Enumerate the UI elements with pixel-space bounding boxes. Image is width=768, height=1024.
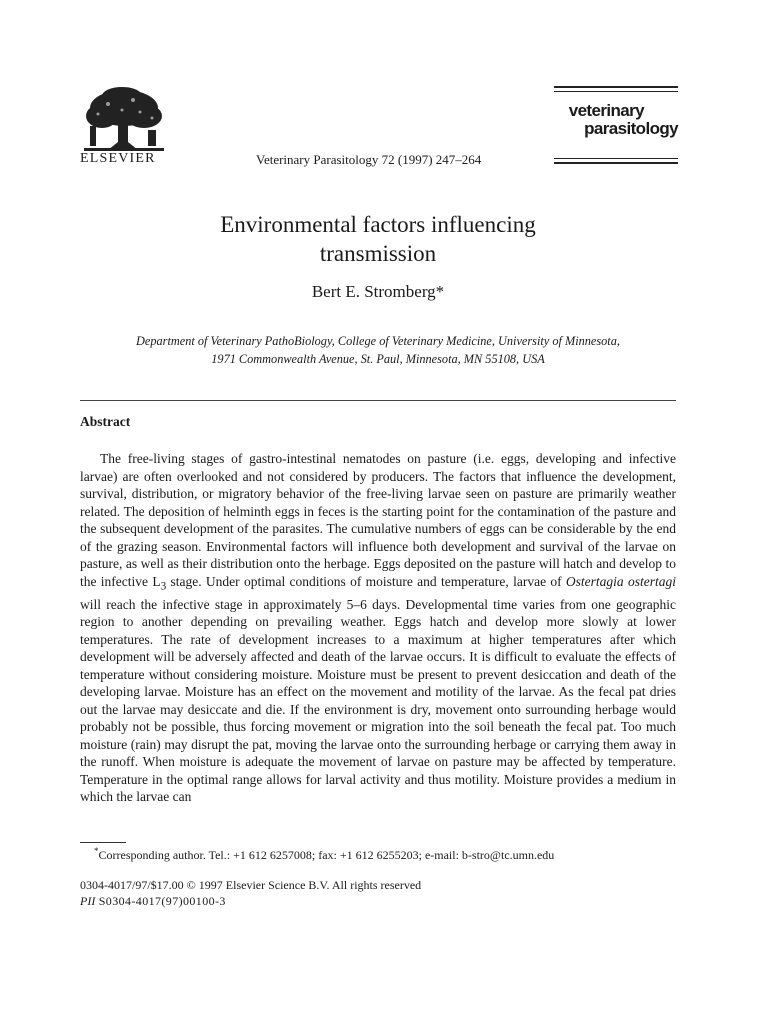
corresponding-author-footnote [94,846,554,863]
logo-rule [554,158,678,159]
abstract-text-part: stage. Under optimal conditions of moisture and temperature, larvae of [166,573,566,589]
journal-citation: Veterinary Parasitology 72 (1997) 247–264 [256,152,482,167]
pii-label: PII [80,894,96,908]
abstract-heading: Abstract [80,414,131,429]
stage-subscript: 3 [160,580,167,593]
author-affiliation [80,332,676,368]
title-line: transmission [319,241,437,266]
author-name: Bert E. Stromberg* [311,282,445,301]
abstract-text-part: will reach the infective stage in approximately 5–6 days. Developmental time varies from one geographic region to another depending on prevailing weather. Eggs hatch and develop more slowly at lower temperatures. The rate of development increases to a maximum at higher temperatures after which development will be adversely affected and death of the larvae occurs. It is difficult to evaluate the effects of temperature without considering moisture. Moisture must be present to prevent desiccation and death of the developing larvae. Moisture has an effect on the movement and motility of the larvae. As the fecal pat dries out the larvae may desiccate and die. If the environment is dry, movement onto surrounding herbage would probably not be possible, thus forcing movement or migration into the soil beneath the fecal pat. Too much moisture (rain) may disrupt the pat, moving the larvae onto the surrounding herbage or carrying them away in the runoff. When moisture is adequate the movement of larvae on pasture may be affected by temperature. Temperature in the optimal range allows for larval activity and thus motility. Moisture provides a medium in which the larvae can [80,596,676,805]
journal-logo-line2: parasitology [584,119,678,138]
logo-rule [554,86,678,88]
footnote-divider [80,842,126,843]
logo-rule [554,91,678,92]
pii-line [80,894,226,909]
footnote-mark: * [94,846,99,856]
section-divider [80,400,676,401]
pii-value: S0304-4017(97)00100-3 [95,894,226,908]
abstract-text-part: The free-living stages of gastro-intestinal nematodes on pasture (i.e. eggs, developing and infective larvae) are often overlooked and not considered by producers. The factors that influence the development, survival, distribution, or migratory behavior of the free-living larvae seen on pasture are primarily weather related. The deposition of helminth eggs in feces is the starting point for the contamination of the pasture and the subsequent development of the parasites. The cumulative numbers of eggs can be considerable by the end of the grazing season. Environmental factors will influence both development and survival of the larvae on pasture, as well as their distribution onto the herbage. Eggs deposited on the pasture will hatch and develop to the infective L [80,451,676,589]
copyright-line: 0304-4017/97/$17.00 © 1997 Elsevier Science B.V. All rights reserved [80,878,422,892]
article-title [80,210,676,268]
abstract-text [80,450,676,806]
affiliation-line: 1971 Commonwealth Avenue, St. Paul, Minnesota, MN 55108, USA [211,352,545,366]
journal-logo [554,86,678,166]
publisher-name: ELSEVIER [80,151,156,166]
logo-rule [554,162,678,164]
footnote-text: Corresponding author. Tel.: +1 612 6257008; fax: +1 612 6255203; e-mail: b-stro@tc.umn.edu [98,848,555,862]
affiliation-line: Department of Veterinary PathoBiology, College of Veterinary Medicine, University of Minnesota, [136,334,620,348]
species-name: Ostertagia ostertagi [565,573,676,589]
title-line: Environmental factors influencing [220,212,536,237]
journal-logo-line1: veterinary [568,101,644,120]
